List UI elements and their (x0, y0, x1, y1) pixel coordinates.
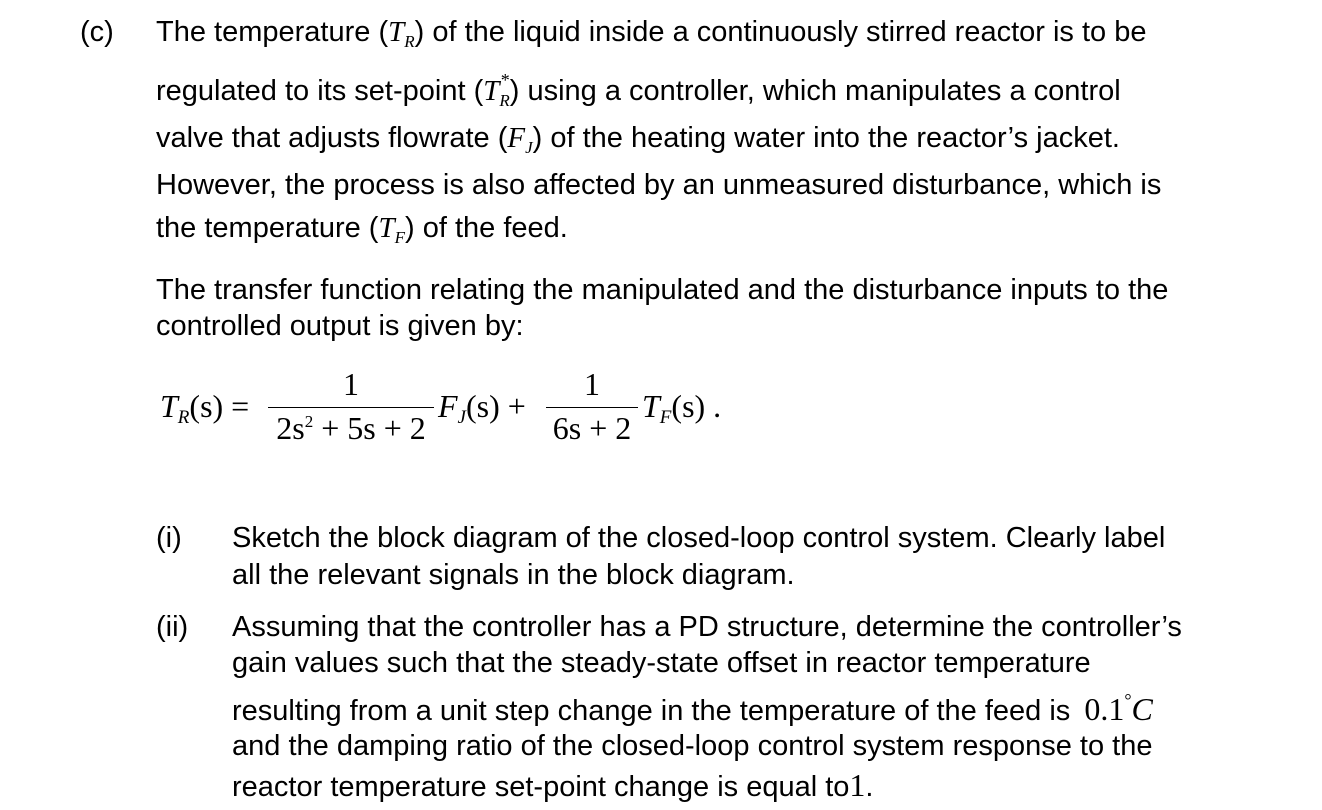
fraction-1: 1 $2s^2 + 5s + 2$ (268, 366, 434, 447)
question-ii-line-2: gain values such that the steady-state offset in reactor temperature (232, 647, 1091, 679)
fraction-2: 1 6s + 2 (546, 366, 638, 447)
question-ii-line-4: and the damping ratio of the closed-loop control system response to the (232, 730, 1153, 762)
tf-intro-line-2: controlled output is given by: (156, 310, 524, 342)
question-ii-line-3: resulting from a unit step change in the temperature of the feed is 0.1°C (232, 690, 1153, 727)
equation-lhs: $T_R(s)$ = (160, 388, 250, 428)
part-label: (c) (80, 16, 114, 48)
question-i-label: (i) (156, 522, 182, 554)
intro-line-5: the temperature $(T_F)$ of the feed. (156, 212, 568, 247)
equation-rhs: $T_F(s)$ . (642, 388, 722, 428)
question-ii-line-1: Assuming that the controller has a PD structure, determine the controller’s (232, 611, 1182, 643)
question-ii-line-5: reactor temperature set-point change is equal to1. (232, 767, 874, 803)
tf-intro-line-1: The transfer function relating the manipulated and the disturbance inputs to the (156, 274, 1169, 306)
intro-line-2: regulated to its set-point $(T_R^*)$ using a controller, which manipulates a control (156, 70, 1121, 110)
question-i-line-1: Sketch the block diagram of the closed-loop control system. Clearly label (232, 522, 1166, 554)
question-ii-label: (ii) (156, 611, 189, 643)
intro-line-3: valve that adjusts flowrate $(F_J)$ of the heating water into the reactor’s jacket. (156, 122, 1120, 157)
equation-mid: $F_J(s)$ + (438, 388, 526, 428)
question-i-line-2: all the relevant signals in the block diagram. (232, 559, 795, 591)
intro-line-1: The temperature $(T_R)$ of the liquid inside a continuously stirred reactor is to be (156, 16, 1147, 51)
intro-line-4: However, the process is also affected by an unmeasured disturbance, which is (156, 169, 1162, 201)
